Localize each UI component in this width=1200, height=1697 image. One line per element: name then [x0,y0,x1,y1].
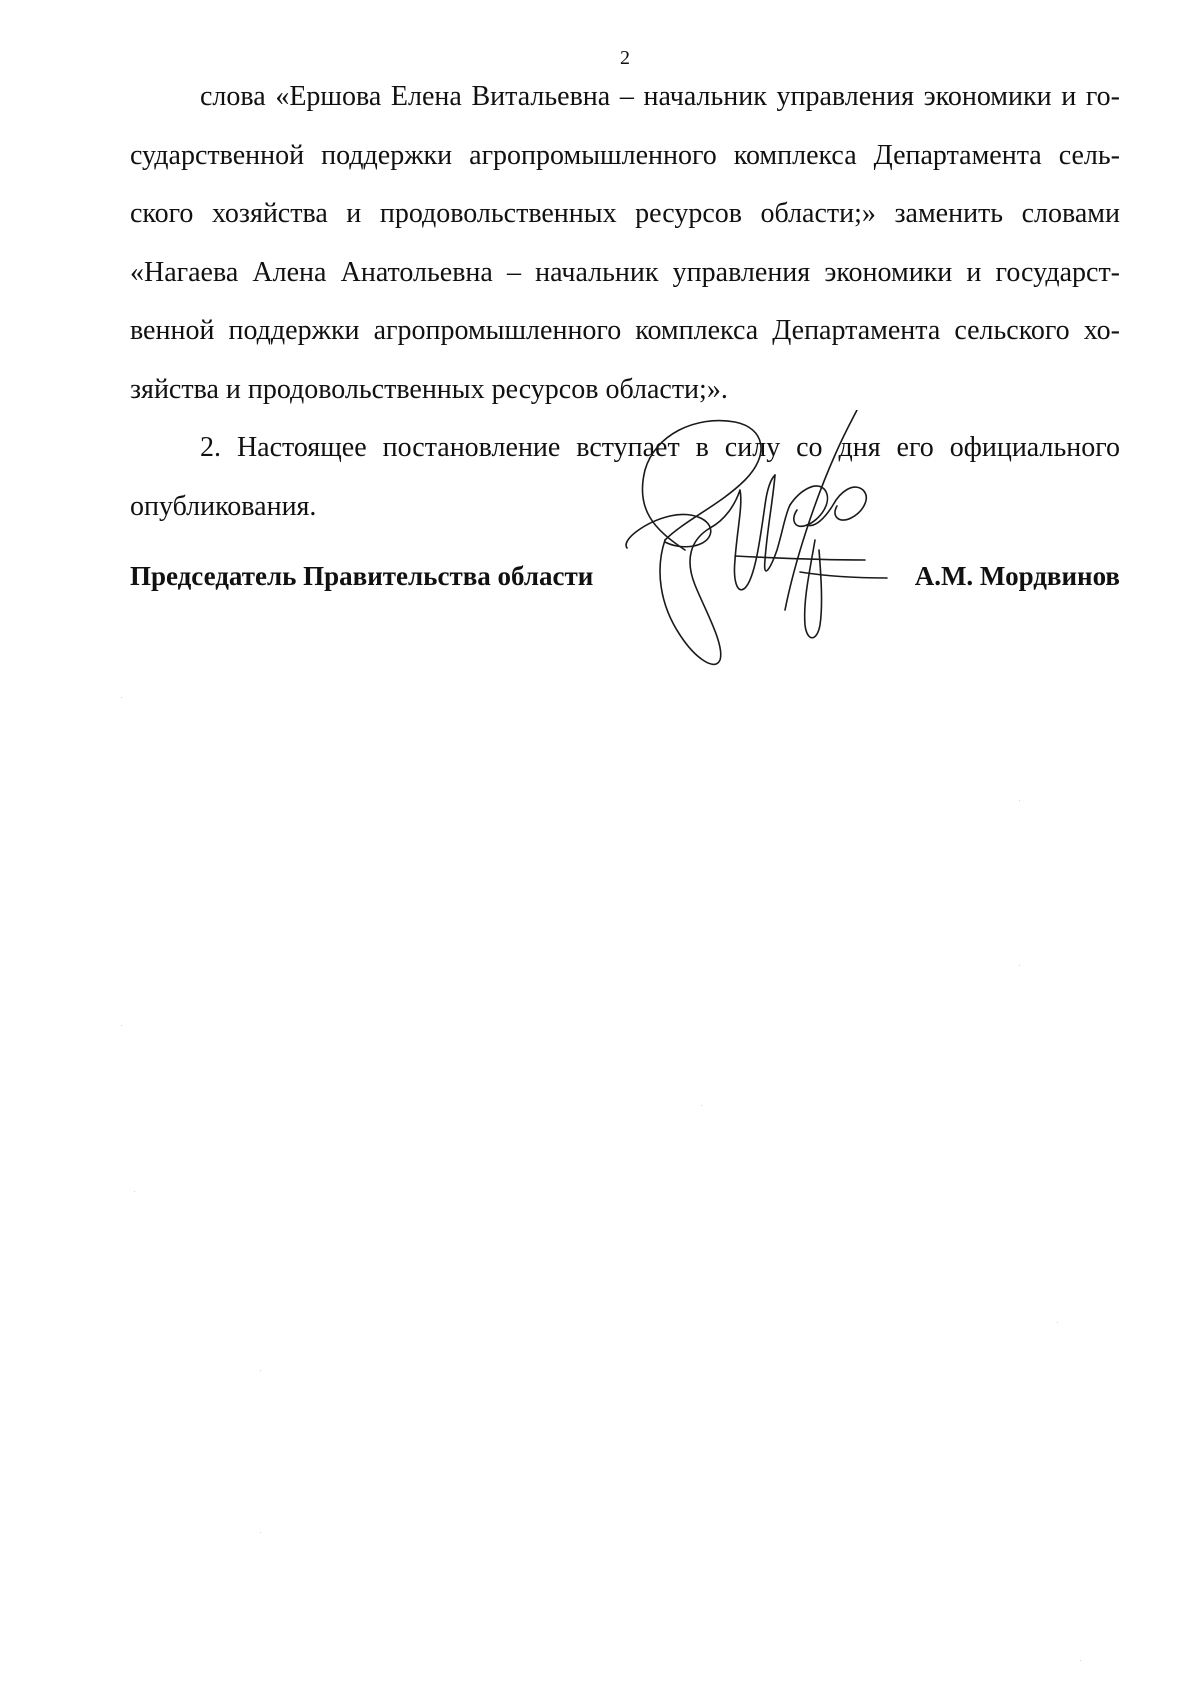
paragraph-1-line: венной поддержки агропромышленного комплекса Департамента сельского хо- [130,315,1120,346]
scan-speck [1057,1322,1058,1323]
scan-speck [1019,800,1020,801]
scan-speck [121,1025,122,1026]
signer-name: А.М. Мордвинов [914,561,1120,591]
paragraph-1-line: сударственной поддержки агропромышленного комплекса Департамента сель- [130,139,1120,171]
page-number: 2 [620,47,630,69]
paragraph-1-line: ского хозяйства и продовольственных ресурсов области;» заменить словами [130,198,1120,229]
paragraph-2-line: 2. Настоящее постановление вступает в силу со дня его официального [200,432,1120,463]
paragraph-1 [130,68,1120,419]
scan-speck [1019,965,1020,966]
paragraph-1-line: зяйства и продовольственных ресурсов области;». [130,373,728,405]
scan-speck [260,1370,261,1371]
paragraph-1-line: слова «Ершова Елена Витальевна – начальник управления экономики и го- [200,81,1120,112]
scan-speck [1080,1660,1081,1661]
scan-speck [701,1105,702,1106]
handwritten-signature [625,410,905,685]
scan-speck [121,697,122,698]
scan-speck [260,1532,261,1533]
signer-title: Председатель Правительства области [130,561,594,591]
paragraph-1-line: «Нагаева Алена Анатольевна – начальник управления экономики и государст- [130,256,1120,288]
paragraph-2-line: опубликования. [130,490,317,522]
scan-speck [134,1191,135,1192]
